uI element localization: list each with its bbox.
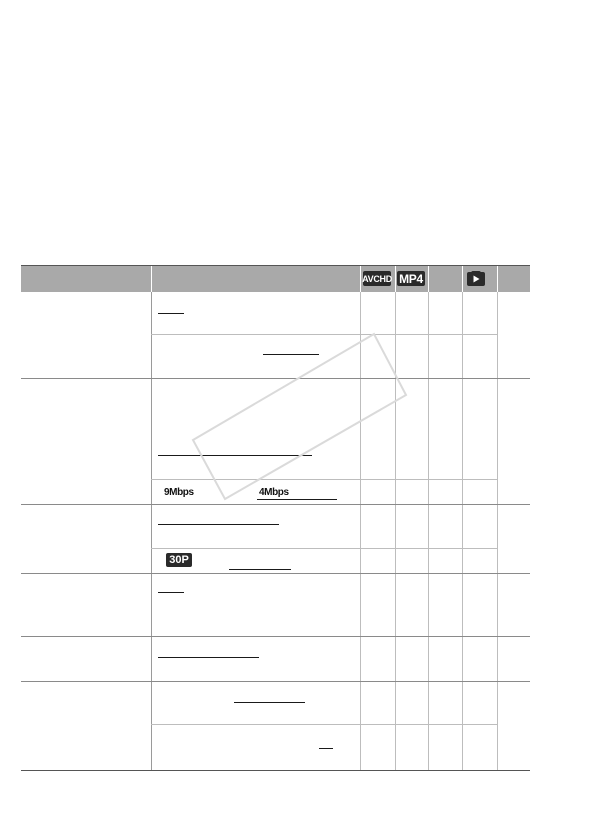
mp4-icon: MP4 xyxy=(397,271,425,286)
frame-rate-badge: 30P xyxy=(166,553,192,567)
bitrate-label: 9Mbps xyxy=(164,487,194,498)
bitrate-label: 4Mbps xyxy=(259,487,289,498)
avchd-icon: AVCHD xyxy=(363,271,391,286)
